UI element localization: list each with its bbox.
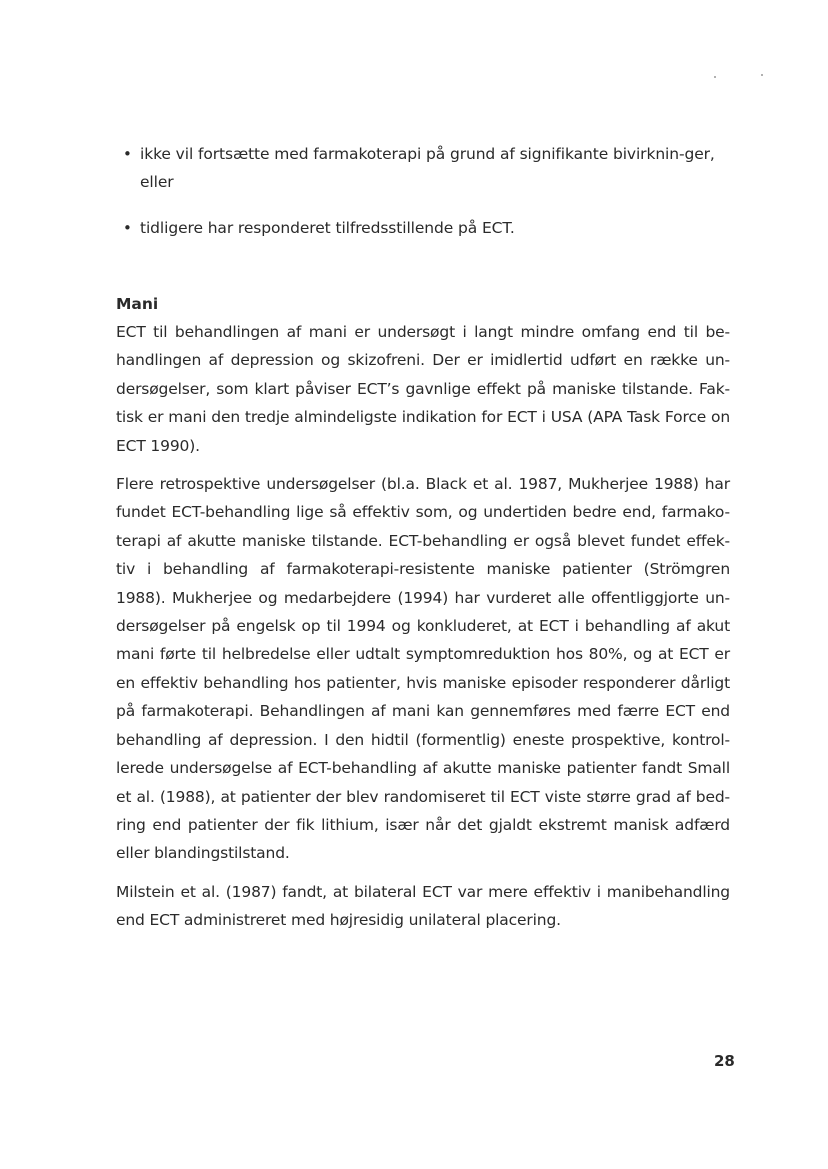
page-number: 28 [714, 1052, 735, 1070]
scan-speck [714, 76, 716, 78]
section-heading: Mani [116, 295, 159, 313]
paragraph: Flere retrospektive undersøgelser (bl.a. Black et al. 1987, Mukherjee 1988) har fundet ECT-behandling lige så effektiv som, og undertiden bedre end, farmako-terapi af akutte maniske tilstande. ECT-behandling er også blevet fundet effek-tiv i behandling af farmakoterapi-resistente maniske patienter (Strömgren 1988). Mukherjee og medarbejdere (1994) har vurderet alle offentliggjorte un-dersøgelser på engelsk op til 1994 og konkluderet, at ECT i behandling af akut mani førte til helbredelse eller udtalt symptomreduktion hos 80%, og at ECT er en effektiv behandling hos patienter, hvis maniske episoder responderer dårligt på farmakoterapi. Behandlingen af mani kan gennemføres med færre ECT end behandling af depression. I den hidtil (formentlig) eneste prospektive, kontrol-lerede undersøgelse af ECT-behandling af akutte maniske patienter fandt Small et al. (1988), at patienter der blev randomiseret til ECT viste større grad af bed-ring end patienter der fik lithium, især når det gjaldt ekstremt manisk adfærd eller blandingstilstand. [116, 475, 730, 863]
bullet-list [116, 140, 730, 242]
list-item-text: ikke vil fortsætte med farmakoterapi på grund af signifikante bivirknin-ger, eller [140, 145, 715, 191]
document-page [116, 140, 730, 945]
paragraph: Milstein et al. (1987) fandt, at bilateral ECT var mere effektiv i manibehandling end ECT administreret med højresidig unilateral placering. [116, 882, 730, 930]
list-item-text: tidligere har responderet tilfredsstillende på ECT. [140, 219, 515, 237]
paragraph: ECT til behandlingen af mani er undersøgt i langt mindre omfang end til be-handlingen af depression og skizofreni. Der er imidlertid udført en række un-dersøgelser, som klart påviser ECT’s gavnlige effekt på maniske tilstande. Fak-tisk er mani den tredje almindeligste indikation for ECT i USA (APA Task Force on ECT 1990). [116, 323, 730, 455]
list-item [116, 140, 746, 196]
list-item [116, 214, 730, 242]
bullet-icon: • [123, 219, 132, 237]
scan-speck [761, 74, 763, 76]
bullet-icon: • [123, 145, 132, 163]
